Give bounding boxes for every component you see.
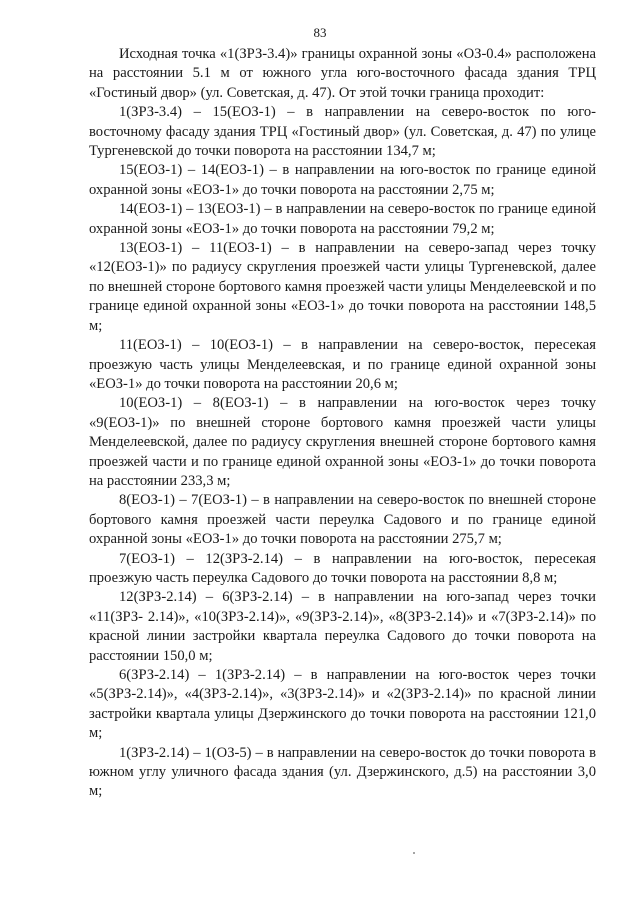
paragraph-segment: 8(ЕОЗ-1) – 7(ЕОЗ-1) – в направлении на северо-восток по внешней стороне бортового камня проезжей части переулка Садового и по границе единой охранной зоны «ЕОЗ-1» до точки поворота на расстоянии 275,7 м;: [89, 492, 596, 548]
paragraph-segment: 7(ЕОЗ-1) – 12(ЗРЗ-2.14) – в направлении на юго-восток, пересекая проезжую часть переулка Садового до точки поворота на расстоянии 8,8 м;: [89, 550, 596, 586]
paragraph-segment: 12(ЗРЗ-2.14) – 6(ЗРЗ-2.14) – в направлении на юго-запад через точки «11(ЗРЗ- 2.14)», «10(ЗРЗ-2.14)», «9(ЗРЗ-2.14)», «8(ЗРЗ-2.14)» и «7(ЗРЗ-2.14)» по красной линии застройки квартала переулка Садового до точки поворота на расстоянии 150,0 м;: [89, 589, 596, 664]
paragraph-segment: 6(ЗРЗ-2.14) – 1(ЗРЗ-2.14) – в направлении на юго-восток через точки «5(ЗРЗ-2.14)», «4(ЗРЗ-2.14)», «3(ЗРЗ-2.14)» и «2(ЗРЗ-2.14)» по красной линии застройки квартала улицы Дзержинского до точки поворота на расстоянии 121,0 м;: [89, 667, 596, 742]
paragraph-segment: 11(ЕОЗ-1) – 10(ЕОЗ-1) – в направлении на северо-восток, пересекая проезжую часть улицы Менделеевская, и по границе единой охранной зоны «ЕОЗ-1» до точки поворота на расстоянии 20,6 м;: [89, 337, 596, 392]
paragraph-segment: 1(ЗРЗ-3.4) – 15(ЕОЗ-1) – в направлении на северо-восток по юго-восточному фасаду здания ТРЦ «Гостиный двор» (ул. Советская, д. 47) по улице Тургеневской до точки поворота на расстоянии 134,7 м;: [89, 104, 596, 160]
page-number: 83: [313, 25, 327, 40]
paragraph-segment: 1(ЗРЗ-2.14) – 1(ОЗ-5) – в направлении на северо-восток до точки поворота в южном углу уличного фасада здания (ул. Дзержинского, д.5) на расстоянии 3,0 м;: [89, 744, 596, 800]
scan-speck: [413, 852, 415, 854]
paragraph-segment: 13(ЕОЗ-1) – 11(ЕОЗ-1) – в направлении на северо-запад через точку «12(ЕОЗ-1)» по радиусу скругления проезжей части улицы Тургеневской, далее по внешней стороне бортового камня проезжей части улицы Менделеевской и по границе единой охранной зоны «ЕОЗ-1» до точки поворота на расстоянии 148,5 м;: [89, 240, 596, 334]
paragraph-intro: Исходная точка «1(ЗРЗ-3.4)» границы охранной зоны «ОЗ-0.4» расположена на расстоянии 5.1 м от южного угла юго-восточного фасада здания ТРЦ «Гостиный двор» (ул. Советская, д. 47). От этой точки граница проходит:: [89, 46, 596, 101]
paragraph-segment: 15(ЕОЗ-1) – 14(ЕОЗ-1) – в направлении на юго-восток по границе единой охранной зоны «ЕОЗ-1» до точки поворота на расстоянии 2,75 м;: [89, 162, 596, 198]
paragraph-segment: 10(ЕОЗ-1) – 8(ЕОЗ-1) – в направлении на юго-восток через точку «9(ЕОЗ-1)» по внешней стороне бортового камня проезжей части улицы Менделеевской, далее по радиусу скругления внешней стороне бортового камня проезжей части и по границе единой охранной зоны «ЕОЗ-1» до точки поворота на расстоянии 233,3 м;: [89, 395, 596, 489]
document-body: [89, 45, 596, 802]
paragraph-segment: 14(ЕОЗ-1) – 13(ЕОЗ-1) – в направлении на северо-восток по границе единой охранной зоны «ЕОЗ-1» до точки поворота на расстоянии 79,2 м;: [89, 201, 596, 237]
